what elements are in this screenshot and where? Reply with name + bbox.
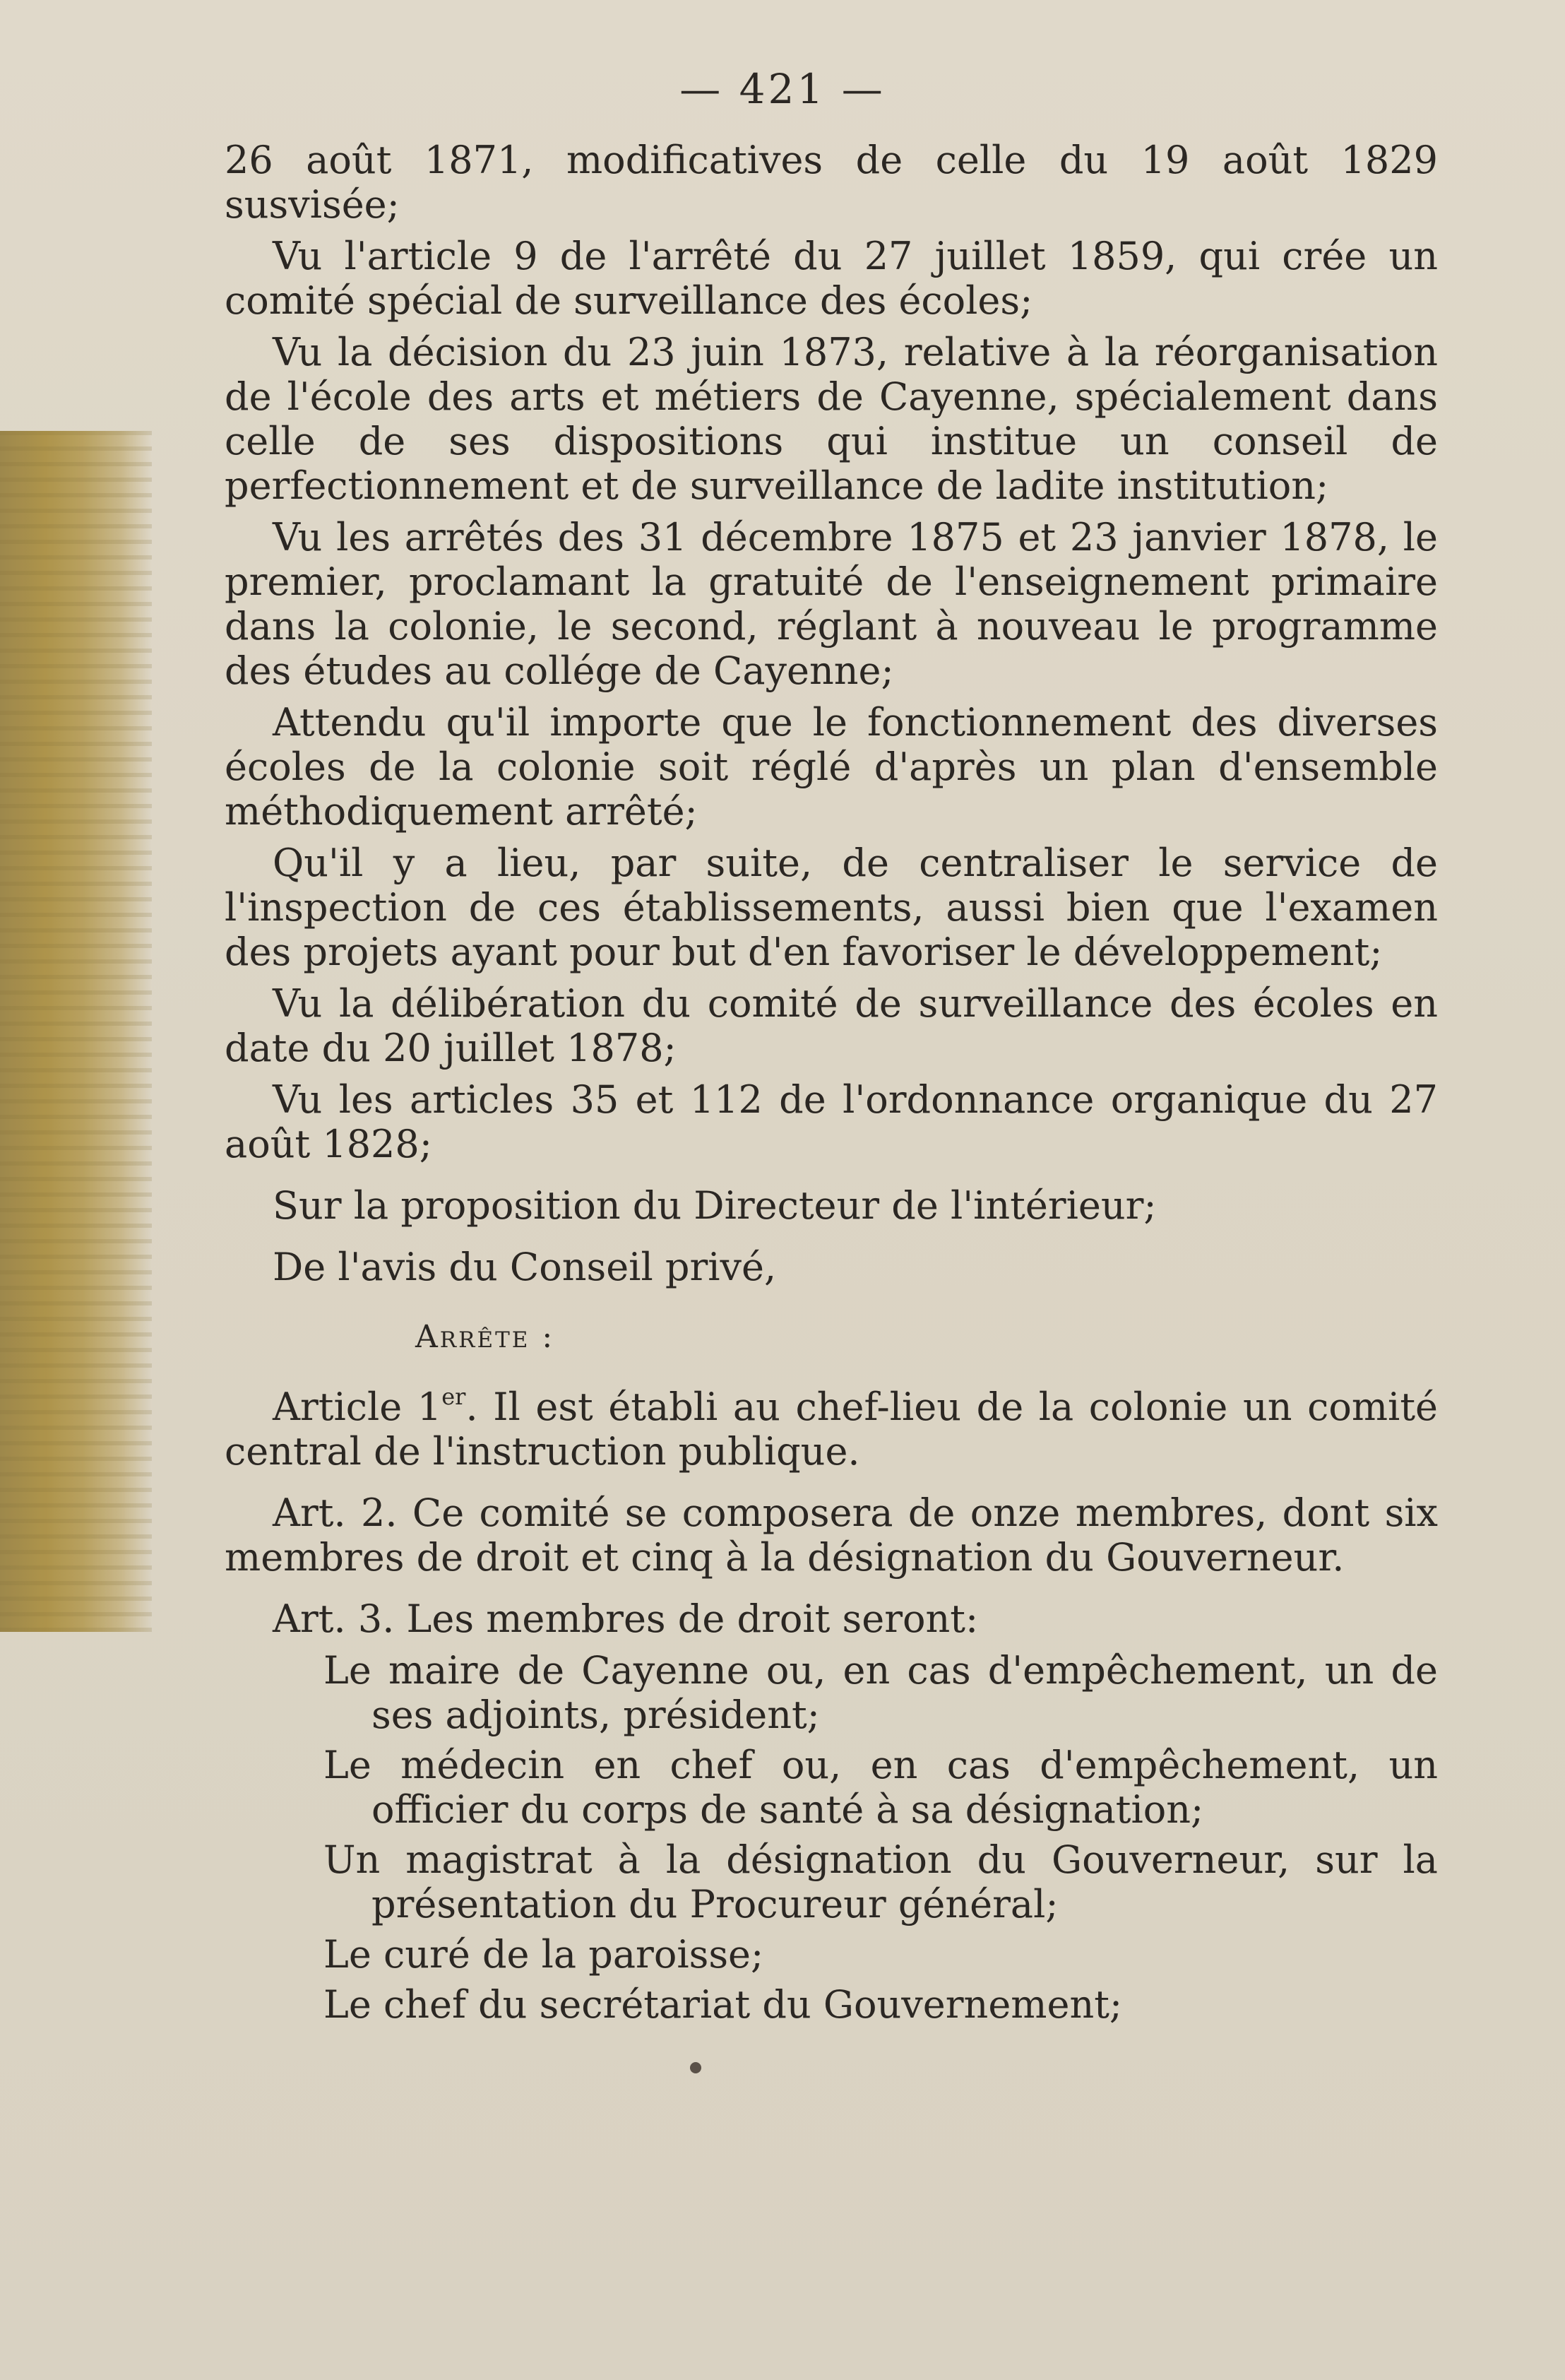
arrete-heading: Arrête : xyxy=(415,1319,555,1355)
paragraph-avis-conseil: De l'avis du Conseil privé, xyxy=(273,1245,777,1289)
paragraph-attendu: Attendu qu'il importe que le fonctionnement des diverses écoles de la colonie soit réglé d'après un plan d'ensemble méthodiquement arrêté; xyxy=(225,700,1438,834)
article-3: Art. 3. Les membres de droit seront: xyxy=(273,1597,979,1641)
article-1-prefix: Article 1 xyxy=(273,1385,442,1429)
paragraph-sur-la-proposition: Sur la proposition du Directeur de l'intérieur; xyxy=(273,1183,1157,1228)
paragraph-continuation: 26 août 1871, modificatives de celle du 19 août 1829 susvisée; xyxy=(225,138,1438,227)
paragraph-vu-articles-ordonnance: Vu les articles 35 et 112 de l'ordonnance organique du 27 août 1828; xyxy=(225,1077,1438,1166)
page-number: — 421 — xyxy=(679,65,886,113)
article-1 xyxy=(225,1385,1438,1474)
paragraph-quil-y-a-lieu: Qu'il y a lieu, par suite, de centraliser le service de l'inspection de ces établissements, aussi bien que l'examen des projets ayant pour but d'en favoriser le développement; xyxy=(225,841,1438,974)
ink-dot xyxy=(690,2062,701,2073)
member-item-magistrat: Un magistrat à la désignation du Gouverneur, sur la présentation du Procureur général; xyxy=(323,1837,1438,1926)
member-item-chef-secretariat: Le chef du secrétariat du Gouvernement; xyxy=(323,1982,1123,2027)
member-item-cure: Le curé de la paroisse; xyxy=(323,1932,764,1977)
paragraph-vu-arretes-1875-1878: Vu les arrêtés des 31 décembre 1875 et 23 janvier 1878, le premier, proclamant la gratuité de l'enseignement primaire dans la colonie, le second, réglant à nouveau le programme des études au collége de Cayenne; xyxy=(225,515,1438,693)
member-item-maire: Le maire de Cayenne ou, en cas d'empêchement, un de ses adjoints, président; xyxy=(323,1648,1438,1737)
article-2: Art. 2. Ce comité se composera de onze membres, dont six membres de droit et cinq à la désignation du Gouverneur. xyxy=(225,1491,1438,1580)
article-1-text: . Il est établi au chef-lieu de la colonie un comité central de l'instruction publique. xyxy=(225,1385,1438,1474)
body-text xyxy=(225,138,1438,2032)
paragraph-vu-article-9: Vu l'article 9 de l'arrêté du 27 juillet 1859, qui crée un comité spécial de surveillance des écoles; xyxy=(225,234,1438,323)
paragraph-vu-deliberation: Vu la délibération du comité de surveillance des écoles en date du 20 juillet 1878; xyxy=(225,981,1438,1070)
page-edge-stain xyxy=(0,431,152,1632)
article-1-superscript: er xyxy=(441,1383,466,1410)
member-item-medecin: Le médecin en chef ou, en cas d'empêchement, un officier du corps de santé à sa désignation; xyxy=(323,1743,1438,1832)
paragraph-vu-decision-1873: Vu la décision du 23 juin 1873, relative à la réorganisation de l'école des arts et métiers de Cayenne, spécialement dans celle de ses dispositions qui institue un conseil de perfectionnement et de surveillance de ladite institution; xyxy=(225,330,1438,508)
